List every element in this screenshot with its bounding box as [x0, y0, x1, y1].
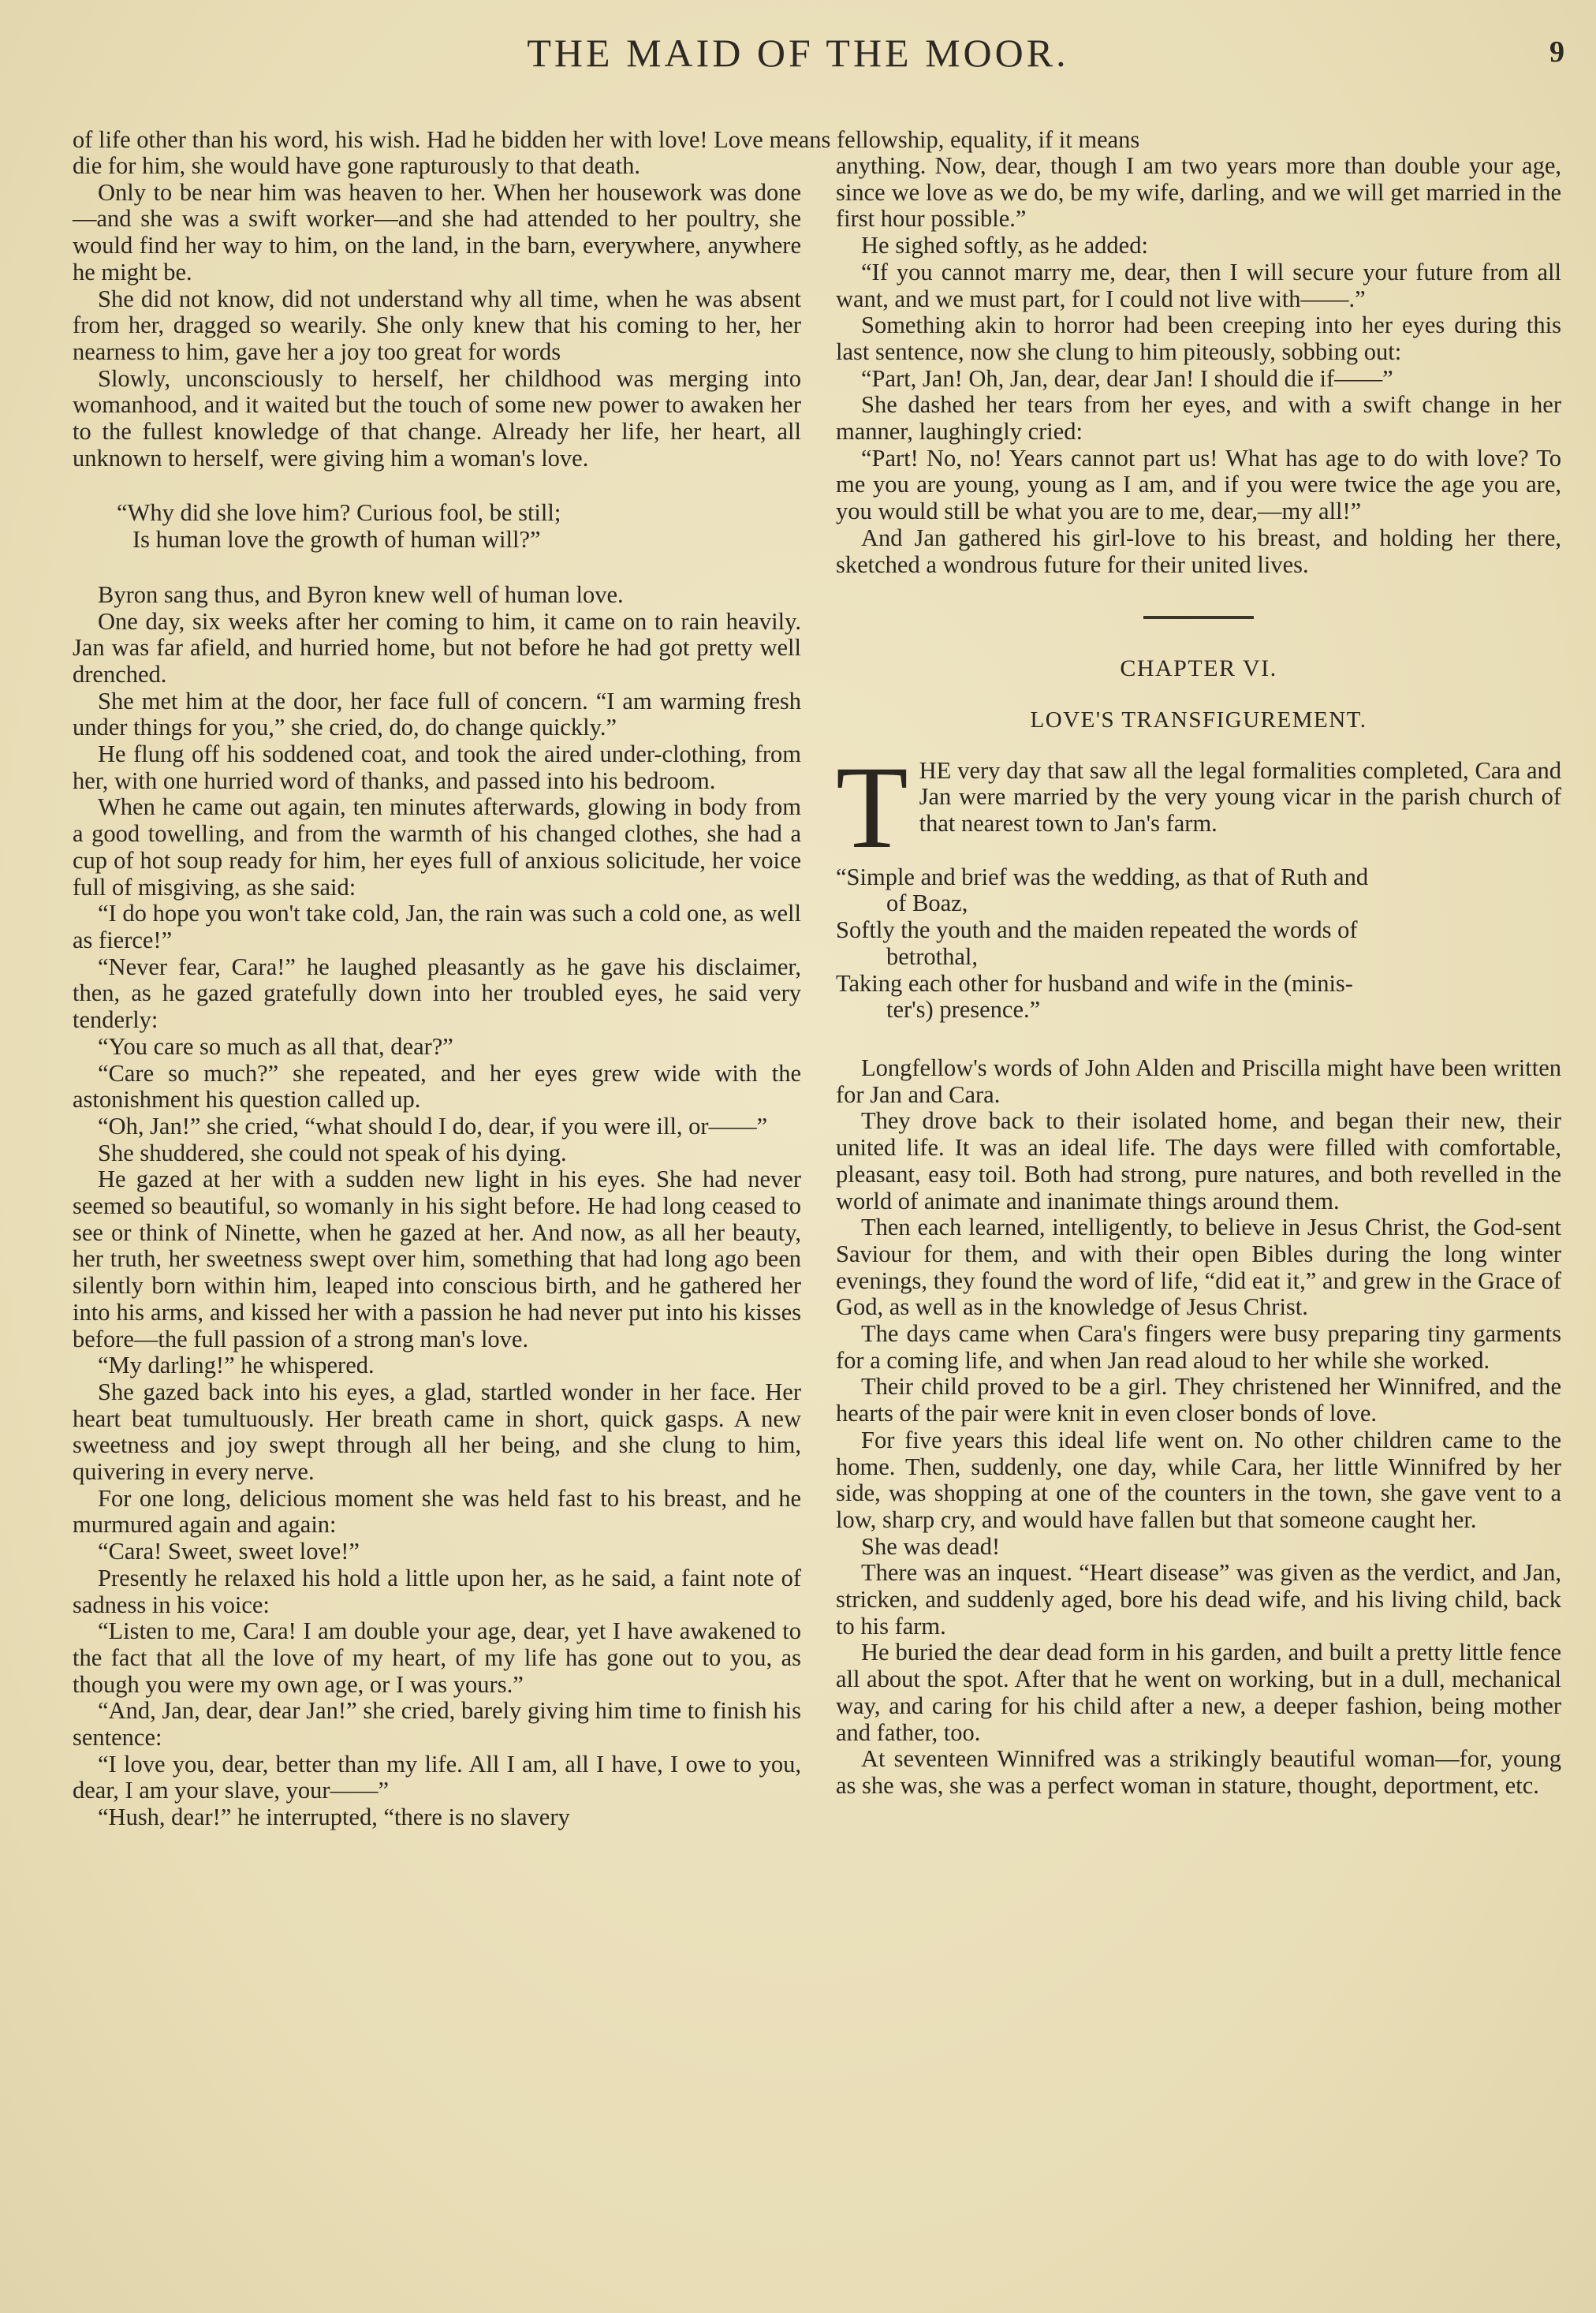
paragraph: “Hush, dear!” he interrupted, “there is no slavery — [98, 1804, 570, 1831]
spanning-first-line: of life other than his word, his wish. Had he bidden her with love! Love means fellowship, equality, if it means — [73, 126, 1140, 153]
paragraph: And Jan gathered his girl-love to his breast, and holding her there, sketched a wondrous future for their united lives. — [836, 524, 1561, 578]
paragraph: She was dead! — [861, 1532, 1001, 1560]
paragraph: The days came when Cara's fingers were busy preparing tiny garments for a coming life, and when Jan read aloud to her while she worked. — [836, 1320, 1561, 1374]
paragraph: For five years this ideal life went on. No other children came to the home. Then, suddenly, one day, while Cara, her little Winnifred by her side, was shopping at one of the counters in the town, she gave vent to a low, sharp cry, and would have fallen but that someone caught her. — [836, 1426, 1561, 1533]
paragraph: Slowly, unconsciously to herself, her childhood was merging into womanhood, and it waited but the touch of some new power to awaken her to the fullest knowledge of that change. Already her life, her heart, all unknown to herself, were giving him a woman's love. — [73, 364, 801, 472]
paragraph: die for him, she would have gone rapturously to that death. — [73, 152, 640, 179]
paragraph: Then each learned, intelligently, to believe in Jesus Christ, the God-sent Saviour for them, and with their open Bibles during the long winter evenings, they found the word of life, “did eat it,” and grew in the Grace of God, as well as in the knowledge of Jesus Christ. — [836, 1214, 1561, 1321]
paragraph: “Never fear, Cara!” he laughed pleasantly as he gave his disclaimer, then, as he gazed gratefully down into her troubled eyes, he said very tenderly: — [73, 953, 801, 1034]
paragraph: One day, six weeks after her coming to him, it came on to rain heavily. Jan was far afield, and hurried home, but not before he had got pretty well drenched. — [73, 607, 801, 688]
verse-line: ter's) presence.” — [886, 996, 1041, 1024]
paragraph: “I love you, dear, better than my life. All I am, all I have, I owe to you, dear, I am your slave, your——” — [73, 1750, 801, 1804]
verse-line: betrothal, — [886, 942, 979, 970]
paragraph: Something akin to horror had been creeping into her eyes during this last sentence, now she clung to him piteously, sobbing out: — [836, 312, 1561, 365]
chapter-number: CHAPTER VI. — [1120, 655, 1277, 682]
paragraph: “Cara! Sweet, sweet love!” — [98, 1538, 360, 1565]
paragraph: They drove back to their isolated home, and began their new, their united life. It was an ideal life. The days were filled with comfortable, pleasant, easy toil. Both had strong, pure natures, and both revelled in the world of animate and inanimate things around them. — [836, 1107, 1561, 1214]
verse-line: of Boaz, — [886, 890, 968, 917]
paragraph: When he came out again, ten minutes afterwards, glowing in body from a good towelling, and from the warmth of his changed clothes, she had a cup of hot soup ready for him, her eyes full of anxious solicitude, her voice full of misgiving, as she said: — [73, 793, 801, 901]
paragraph: He gazed at her with a sudden new light in his eyes. She had never seemed so beautiful, so womanly in his sight before. He had long ceased to see or think of Ninette, when he gazed at her. And now, as all her beauty, her truth, her sweetness swept over him, something that had long ago been silently born within him, leaped into conscious birth, and he gathered her into his arms, and kissed her with a passion he had never put into his kisses before—the full passion of a strong man's love. — [73, 1166, 801, 1352]
paragraph: He buried the dear dead form in his garden, and built a pretty little fence all about the spot. After that he went on working, but in a dull, mechanical way, and caring for his child after a new, a deeper fashion, being mother and father, too. — [836, 1639, 1561, 1746]
byron-quote — [117, 500, 801, 553]
paragraph: She dashed her tears from her eyes, and with a swift change in her manner, laughingly cried: — [836, 391, 1561, 446]
page-header — [0, 30, 1596, 93]
verse-line: Is human love the growth of human will?” — [132, 526, 541, 554]
paragraph: “If you cannot marry me, dear, then I will secure your future from all want, and we must part, for I could not live with——.” — [836, 258, 1561, 312]
opening-text: HE very day that saw all the legal formalities completed, Cara and Jan were married by the very young vicar in the parish church of that nearest town to Jan's farm. — [919, 756, 1561, 838]
paragraph: She gazed back into his eyes, a glad, startled wonder in her face. Her heart beat tumultuously. Her breath came in short, quick gasps. A new sweetness and joy swept through all her being, and she clung to him, quivering in every nerve. — [73, 1378, 801, 1486]
paragraph: For one long, delicious moment she was held fast to his breast, and he murmured again and again: — [73, 1484, 801, 1539]
paragraph: “You care so much as all that, dear?” — [98, 1032, 453, 1060]
paragraph: “Part! No, no! Years cannot part us! What has age to do with love? To me you are young, young as I am, and if you were twice the age you are, you would still be what you are to me, dear,—my all!” — [836, 444, 1561, 525]
paragraph: She did not know, did not understand why all time, when he was absent from her, dragged so wearily. She only knew that his coming to her, her nearness to him, gave her a joy too great for words — [73, 285, 801, 365]
paragraph: “Care so much?” she repeated, and her eyes grew wide with the astonishment his question called up. — [73, 1059, 801, 1114]
paragraph: “Listen to me, Cara! I am double your age, dear, yet I have awakened to the fact that all the love of my heart, of my life has gone out to you, as though you were my own age, or I was yours.” — [73, 1617, 801, 1698]
verse-line: Softly the youth and the maiden repeated the words of — [836, 916, 1358, 944]
paragraph: Their child proved to be a girl. They christened her Winnifred, and the hearts of the pair were knit in even closer bonds of love. — [836, 1373, 1561, 1427]
paragraph: “My darling!” he whispered. — [98, 1352, 375, 1379]
running-title: THE MAID OF THE MOOR. — [527, 31, 1069, 75]
paragraph: She shuddered, she could not speak of his dying. — [98, 1139, 567, 1166]
paragraph: At seventeen Winnifred was a strikingly beautiful woman—for, young as she was, she was a perfect woman in stature, thought, deportment, etc. — [836, 1745, 1561, 1799]
paragraph: “I do hope you won't take cold, Jan, the rain was such a cold one, as well as fierce!” — [73, 900, 801, 953]
chapter-opening-paragraph — [836, 741, 1561, 873]
paragraph: He flung off his soddened coat, and took the aired under-clothing, from her, with one hurried word of thanks, and passed into his bedroom. — [73, 741, 801, 794]
longfellow-quote — [836, 864, 1561, 1024]
paragraph: Longfellow's words of John Alden and Priscilla might have been written for Jan and Cara. — [836, 1054, 1561, 1108]
verse-line: Taking each other for husband and wife in the (minis- — [836, 969, 1353, 997]
paragraph: “Oh, Jan!” she cried, “what should I do, dear, if you were ill, or——” — [98, 1112, 768, 1140]
right-column — [836, 153, 1561, 1800]
section-divider — [1143, 616, 1254, 619]
left-column — [73, 153, 801, 1831]
verse-line: “Simple and brief was the wedding, as that of Ruth and — [836, 863, 1369, 890]
paragraph: Only to be near him was heaven to her. When her housework was done—and she was a swift worker—and she had attended to her poultry, she would find her way to him, on the land, in the barn, everywhere, anywhere he might be. — [73, 178, 801, 285]
paragraph: Presently he relaxed his hold a little upon her, as he said, a faint note of sadness in his voice: — [73, 1564, 801, 1618]
paragraph: She met him at the door, her face full of concern. “I am warming fresh under things for you,” she cried, do, do change quickly.” — [73, 687, 801, 741]
drop-cap: T — [836, 741, 908, 873]
paragraph: “And, Jan, dear, dear Jan!” she cried, barely giving him time to finish his sentence: — [73, 1697, 801, 1752]
paragraph: anything. Now, dear, though I am two years more than double your age, since we love as we do, be my wife, darling, and we will get married in the first hour possible.” — [836, 152, 1561, 233]
page-number: 9 — [1549, 35, 1564, 69]
paragraph: There was an inquest. “Heart disease” was given as the verdict, and Jan, stricken, and suddenly aged, bore his dead wife, and his living child, back to his farm. — [836, 1559, 1561, 1640]
chapter-title: LOVE'S TRANSFIGUREMENT. — [1030, 707, 1367, 733]
verse-line: “Why did she love him? Curious fool, be still; — [117, 499, 561, 527]
paragraph: He sighed softly, as he added: — [861, 232, 1148, 259]
paragraph: Byron sang thus, and Byron knew well of human love. — [98, 580, 624, 608]
paragraph: “Part, Jan! Oh, Jan, dear, dear Jan! I should die if——” — [861, 364, 1393, 392]
